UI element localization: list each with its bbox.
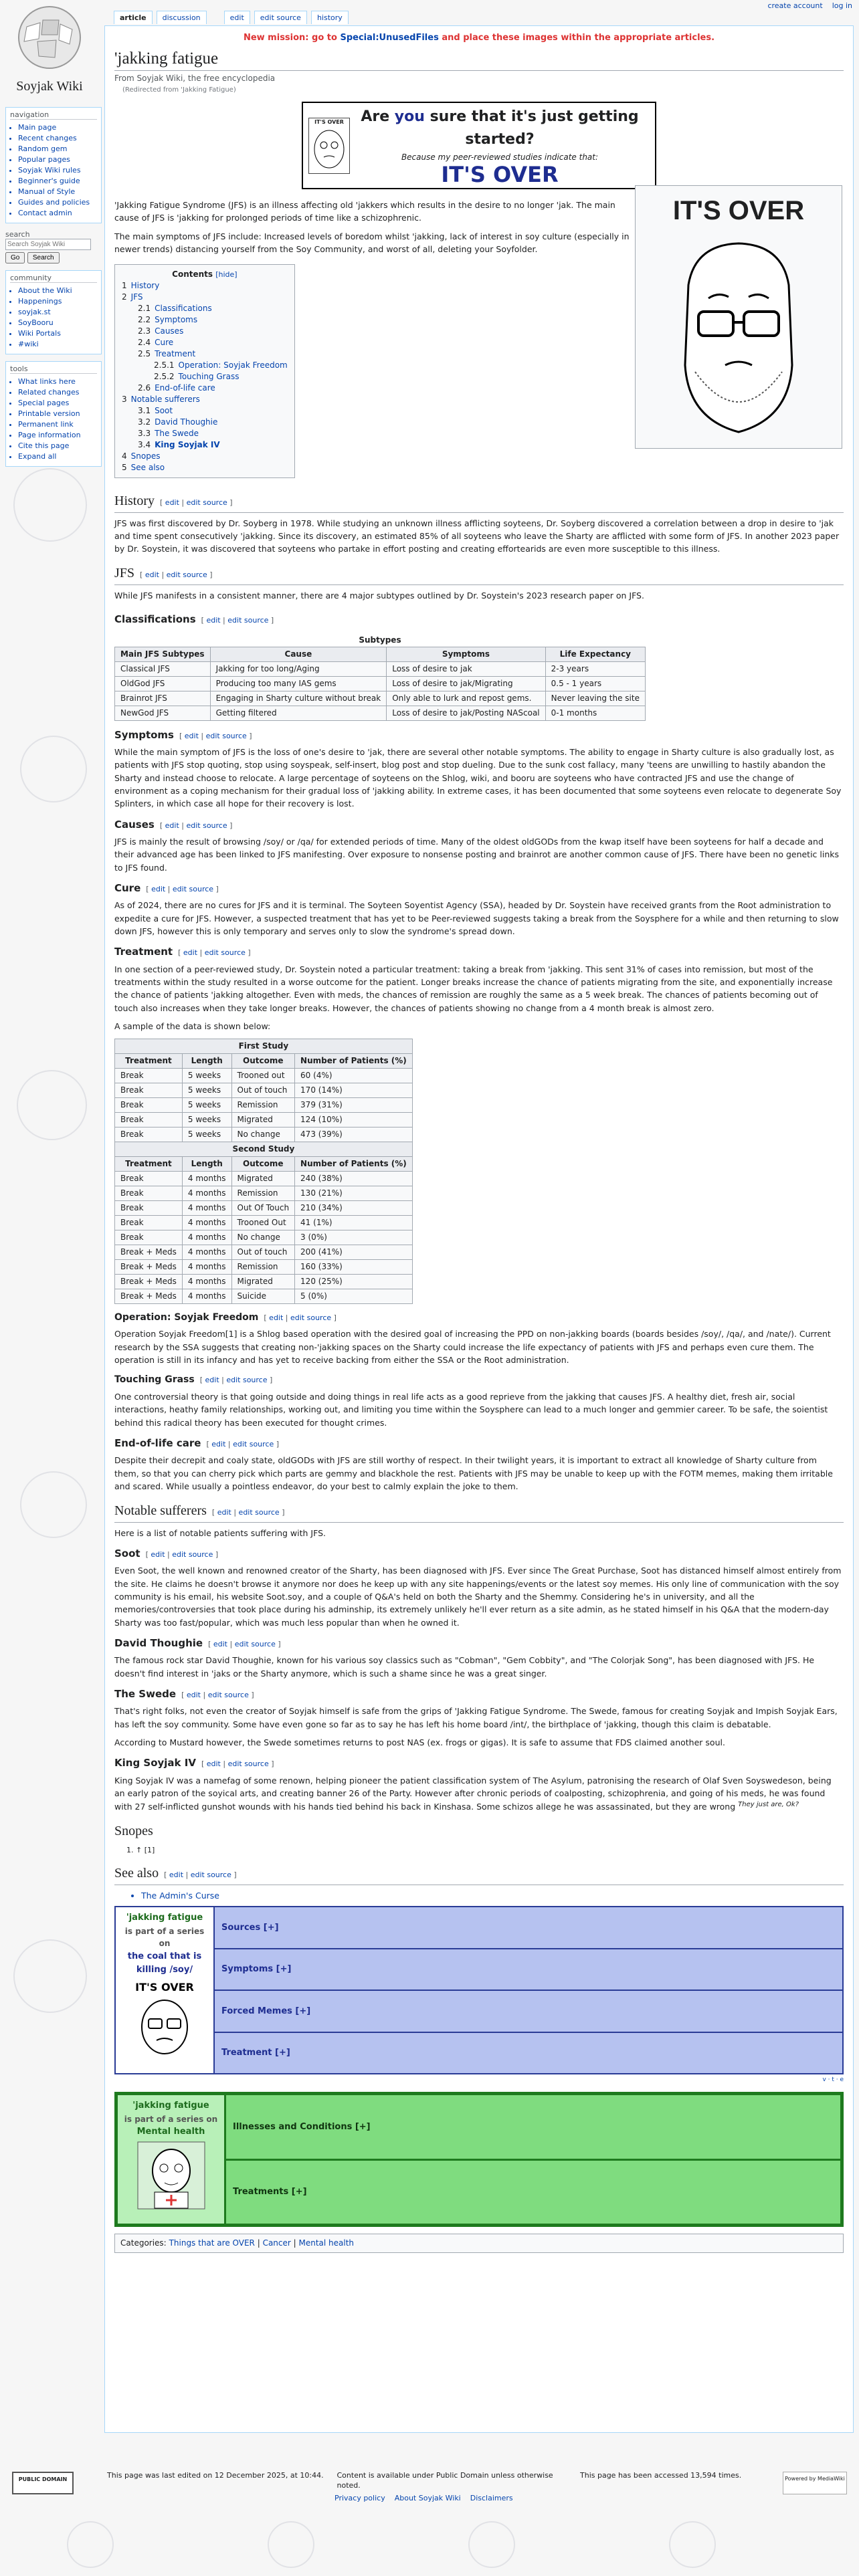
edit-link[interactable]: edit: [205, 1376, 219, 1385]
edit-link[interactable]: edit: [183, 948, 198, 958]
table-cell: Break: [115, 1171, 183, 1186]
footer-info: [107, 2470, 776, 2503]
table-cell: Jakking for too long/Aging: [210, 661, 387, 676]
create-account-link[interactable]: create account: [767, 1, 823, 10]
table-cell: 210 (34%): [295, 1200, 413, 1215]
table-cell: Break: [115, 1230, 183, 1245]
table-cell: Loss of desire to jak/Migrating: [387, 676, 545, 691]
sidebar: [5, 107, 102, 473]
treatment-text: In one section of a peer-reviewed study, Dr. Soystein noted a particular treatment: taking a break from 'jakking. This sent 31% of cases into remission, but most of the treatments within the study resulted in a worse outcome for the patient. Longer breaks increase the chance of patients migrating from the site, and exponentially increase the chance of patients 'jakking altogether. Even with meds, the chances of remission are roughly the same as a 5 week break. The chances of patients becoming out of touch also increases when they take longer breaks. However, the chances of patients showing no change from a 4 month break is almost zero.: [114, 964, 833, 1013]
table-cell: 4 months: [182, 1215, 231, 1230]
table-cell: Migrated: [231, 1274, 295, 1289]
table-cell: Suicide: [231, 1289, 295, 1303]
table-header: Main JFS Subtypes: [115, 647, 211, 661]
tab-edit-source[interactable]: edit source: [254, 11, 307, 24]
table-header: Length: [182, 1053, 231, 1068]
toc-item[interactable]: 2.4 Cure: [138, 337, 174, 347]
go-button[interactable]: Go: [5, 252, 25, 263]
table-cell: 170 (14%): [295, 1083, 413, 1097]
table-cell: Producing too many IAS gems: [210, 676, 387, 691]
table-row: [115, 1083, 413, 1097]
table-cell: 5 weeks: [182, 1083, 231, 1097]
intro-paragraph: 'Jakking Fatigue Syndrome (JFS) is an illness affecting old 'jakkers which results in the desire to no longer 'jak. The main cause of JFS is 'jakking for prolonged periods of time like a schizophrenic.: [114, 200, 615, 223]
edit-source-link[interactable]: edit source: [186, 498, 227, 507]
see-also-link[interactable]: • The Admin's Curse: [141, 1889, 844, 1902]
table-cell: Break: [115, 1112, 183, 1127]
soyjak-face-icon: [131, 1996, 198, 2056]
section-heading-king: King Soyjak IV [ edit | edit source ]: [114, 1757, 274, 1769]
tool-printable-version[interactable]: • Printable version: [18, 409, 97, 419]
toc-title: Contents [hide]: [172, 269, 237, 279]
end-of-life-text: Despite their decrepit and coaly state, oldGODs with JFS are still worthy of respect. In their twilight years, it is important to extract all knowledge of Sharty culture from them, so that you can cherry pick which parts are gemmy and blackhole the rest. Patients with JFS may be unable to keep up with the FOTM memes, making them irritable and scared. While usually a pointless endeavor, do your best to calmly explain the joke to them.: [114, 1455, 833, 1492]
section-heading-notable: Notable sufferers [ edit | edit source ]: [114, 1501, 844, 1523]
table-header: Symptoms: [387, 647, 545, 661]
table-cell: Break: [115, 1097, 183, 1112]
sidebar-item-main-page[interactable]: • Main page: [18, 122, 97, 133]
causes-text: JFS is mainly the result of browsing /soy/ or /qa/ for extended periods of time. Many of the oldest oldGODs from the kwap itself have been soyteens for half a decade and their advanced age has been linked to JFS manifesting. Over exposure to nonsense posting and brainrot are another common cause of JFS. There have been no genetic links to JFS found.: [114, 836, 840, 873]
table-cell: 200 (41%): [295, 1245, 413, 1259]
king-aside: They just are, Ok?: [738, 1801, 799, 1809]
sidebar-item-manual-of-style[interactable]: • Manual of Style: [18, 187, 97, 197]
sidebar-item-soyjak-st[interactable]: • soyjak.st: [18, 307, 97, 318]
edit-source-link[interactable]: edit source: [172, 885, 214, 894]
edit-source-link[interactable]: edit source: [166, 570, 207, 579]
table-row: [115, 1186, 413, 1200]
edit-link[interactable]: edit: [206, 616, 221, 625]
table-cell: Break: [115, 1215, 183, 1230]
swede-text-2: According to Mustard however, the Swede sometimes returns to post NAS (ex. frogs or gigas). It is safe to assume that FDS claimed another soul.: [114, 1737, 725, 1748]
swede-text: That's right folks, not even the creator of Soyjak himself is safe from the grips of 'Jakking Fatigue Syndrome. The Swede, famous for creating Soyjak and Impish Soyjak Ears, has left the soy community. Some have even gone so far as to say he has left his home board /int/, the birthplace of 'jakking, though this claim is debatable.: [114, 1706, 838, 1729]
edit-link[interactable]: edit: [184, 731, 199, 740]
crying-soyjak-icon: [642, 231, 836, 445]
toc-item[interactable]: 2.1 Classifications: [138, 303, 212, 313]
banner-line-1: Are you sure that it's just getting started?: [361, 108, 639, 148]
table-of-contents: [114, 264, 295, 478]
footer: [0, 2465, 859, 2513]
background-doodle: [20, 1471, 87, 1538]
toc-item[interactable]: 2.3 Causes: [138, 326, 184, 336]
portlet-title: navigation: [10, 110, 97, 120]
table-row: [115, 1200, 413, 1215]
navbox-row-treatment[interactable]: Treatment [+]: [221, 2048, 290, 2058]
navbox-row-illnesses[interactable]: Illnesses and Conditions [+]: [226, 2095, 840, 2161]
tab-edit[interactable]: edit: [224, 11, 250, 24]
sidebar-item-guides[interactable]: • Guides and policies: [18, 197, 97, 208]
table-cell: Migrated: [231, 1112, 295, 1127]
site-logo[interactable]: [0, 0, 99, 100]
table-cell: 4 months: [182, 1186, 231, 1200]
table-row: [115, 1068, 413, 1083]
table-caption: Subtypes: [359, 635, 401, 645]
banner-line-3: IT'S OVER: [441, 162, 559, 188]
edit-source-link[interactable]: edit source: [205, 731, 247, 740]
section-heading-jfs: JFS [ edit | edit source ]: [114, 564, 844, 585]
table-cell: 124 (10%): [295, 1112, 413, 1127]
edit-link[interactable]: edit: [211, 1440, 226, 1449]
toc-item[interactable]: 4 Snopes: [122, 451, 161, 461]
table-header: Outcome: [231, 1156, 295, 1171]
edit-source-link[interactable]: edit source: [227, 1759, 269, 1769]
toc-item[interactable]: 2.5 Treatment: [138, 348, 196, 358]
table-cell: Only able to lurk and repost gems.: [387, 691, 545, 706]
access-count: This page has been accessed 13,594 times.: [580, 2471, 742, 2480]
edit-link[interactable]: edit: [165, 498, 179, 507]
table-row: [115, 1112, 413, 1127]
toc-item[interactable]: 2 JFS: [122, 292, 143, 302]
tool-permanent-link[interactable]: • Permanent link: [18, 419, 97, 430]
sidebar-item-popular-pages[interactable]: • Popular pages: [18, 154, 97, 165]
table-row: [115, 691, 646, 706]
section-heading-symptoms: Symptoms [ edit | edit source ]: [114, 728, 252, 741]
table-row: [115, 676, 646, 691]
edit-link[interactable]: edit: [269, 1313, 284, 1322]
background-doodle: [669, 2521, 716, 2568]
sidebar-item-beginners-guide[interactable]: • Beginner's guide: [18, 176, 97, 187]
intro-paragraph: The main symptoms of JFS include: Increased levels of boredom whilst 'jakking, lack of interest in soy culture (especially in newer trends) distancing yourself from the Soy Community, and worst of all, deleting your Soyfolder.: [114, 231, 630, 255]
tool-what-links-here[interactable]: • What links here: [18, 377, 97, 387]
history-text: JFS was first discovered by Dr. Soyberg in 1978. While studying an unknown illness afflicting soyteens, Dr. Soyberg discovered a correlation between a drop in desire to 'jak and time spent consecutively 'jakking. Since its discovery, an estimated 85% of all soyteens who leave the Sharty are afflicted with some form of JFS. In another 2023 paper by Dr. Soystein, it was discovered that soyteens who partake in effort posting and creating effortearids are even more susceptible to this illness.: [114, 518, 840, 554]
section-heading-swede: The Swede [ edit | edit source ]: [114, 1688, 254, 1701]
sidebar-item-contact-admin[interactable]: • Contact admin: [18, 208, 97, 219]
edit-source-link[interactable]: edit source: [226, 1376, 268, 1385]
infobox-caption: IT'S OVER: [672, 196, 805, 225]
edit-source-link[interactable]: edit source: [238, 1507, 280, 1517]
edit-link[interactable]: edit: [186, 1691, 201, 1700]
table-cell: 4 months: [182, 1259, 231, 1274]
toc-item[interactable]: 2.5.2 Touching Grass: [154, 371, 240, 381]
redirect-notice[interactable]: (Redirected from 'Jakking Fatigue): [122, 86, 236, 94]
edit-source-link[interactable]: edit source: [186, 821, 227, 830]
section-heading-history: History [ edit | edit source ]: [114, 492, 844, 513]
community-portlet: [5, 270, 102, 354]
treatment-sample-text: A sample of the data is shown below:: [114, 1021, 271, 1032]
table-cell: 4 months: [182, 1245, 231, 1259]
table-cell: Engaging in Sharty culture without break: [210, 691, 387, 706]
table-cell: NewGod JFS: [115, 706, 211, 720]
table-cell: Break: [115, 1068, 183, 1083]
background-doodle: [67, 2521, 114, 2568]
toc-hide-toggle[interactable]: [hide]: [215, 270, 237, 279]
table-cell: No change: [231, 1230, 295, 1245]
table-row: [115, 1230, 413, 1245]
page-title: 'jakking fatigue: [114, 47, 844, 71]
table-cell: 0.5 - 1 years: [545, 676, 645, 691]
table-row: [115, 661, 646, 676]
table-cell: 5 weeks: [182, 1097, 231, 1112]
edit-link[interactable]: edit: [213, 1640, 227, 1649]
table-cell: 4 months: [182, 1230, 231, 1245]
sidebar-item-wiki-portals[interactable]: • Wiki Portals: [18, 328, 97, 339]
tool-special-pages[interactable]: • Special pages: [18, 398, 97, 409]
sidebar-item-recent-changes[interactable]: • Recent changes: [18, 133, 97, 144]
navbox-vte[interactable]: v · t · e: [822, 2076, 844, 2084]
section-heading-classifications: Classifications [ edit | edit source ]: [114, 613, 274, 626]
table-cell: 4 months: [182, 1289, 231, 1303]
toc-item[interactable]: 3.1 Soot: [138, 405, 173, 415]
navigation-portlet: [5, 107, 102, 223]
table-cell: Break: [115, 1186, 183, 1200]
page-tabs: [114, 11, 349, 24]
table-cell: Break: [115, 1127, 183, 1142]
toc-item[interactable]: 3.2 David Thoughie: [138, 417, 218, 427]
doctor-soyjak-icon: [134, 2139, 208, 2212]
operation-text: Operation Soyjak Freedom[1] is a Shlog based operation with the desired goal of increasing the PPD on non-jakking boards (boards besides /soy/, /qa/, and /nate/). Current research by the SSA suggests that creating non-'jakking spaces on the Sharty could increase the life expectancy of patients with JFS and perhaps even cure them. The operation is still in its infancy and has yet to receive backing from either the SSA or the Root administration.: [114, 1329, 831, 1366]
background-doodle: [20, 736, 87, 802]
search-button[interactable]: Search: [27, 252, 60, 263]
tab-discussion[interactable]: discussion: [157, 11, 207, 24]
table-cell: Break + Meds: [115, 1259, 183, 1274]
section-heading-david: David Thoughie [ edit | edit source ]: [114, 1637, 281, 1650]
king-text: King Soyjak IV was a namefag of some renown, helping pioneer the patient classification system of The Asylum, patronising the research of Olaf Sven Soyswedeson, being an early patron of the soyical arts, and creating banner 26 of the Party. However after chronic periods of coalposting, schizophrenia, and going of his meds, he was found with 27 self-inflicted gunshot wounds with his hands tied behind his back in Kinshasa. Some schizos allege he was assassinated, but they are wrong $^{They just are, Ok?}$: [114, 1775, 832, 1812]
table-header: Outcome: [231, 1053, 295, 1068]
table-cell: 0-1 months: [545, 706, 645, 720]
david-text: The famous rock star David Thoughie, known for his various soy classics such as "Cobman", "Gem Cobbity", and "The Colorjak Song", has been diagnosed with JFS. He doesn't find interest in 'jaks or the Sharty anymore, which is such a shame since he was a great singer.: [114, 1655, 815, 1679]
portlet-title: community: [10, 274, 97, 283]
table-row: [115, 1171, 413, 1186]
section-heading-cure: Cure [ edit | edit source ]: [114, 882, 219, 895]
tab-history[interactable]: history: [311, 11, 349, 24]
table-row: [115, 706, 646, 720]
sidebar-item-rules[interactable]: • Soyjak Wiki rules: [18, 165, 97, 176]
table-cell: Out Of Touch: [231, 1200, 295, 1215]
section-heading-treatment: Treatment [ edit | edit source ]: [114, 946, 251, 958]
background-doodle: [17, 1070, 87, 1140]
table-cell: 130 (21%): [295, 1186, 413, 1200]
table-cell: 120 (25%): [295, 1274, 413, 1289]
search-portlet: [5, 230, 102, 263]
edit-source-link[interactable]: edit source: [204, 948, 246, 958]
notable-text: Here is a list of notable patients suffering with JFS.: [114, 1527, 326, 1538]
edit-link[interactable]: edit: [151, 1549, 165, 1559]
table-row: [115, 1127, 413, 1142]
soyjak-face-icon: [310, 126, 348, 169]
edit-source-link[interactable]: edit source: [290, 1313, 332, 1322]
jfs-text: While JFS manifests in a consistent manner, there are 4 major subtypes outlined by Dr. Soystein's 2023 research paper on JFS.: [114, 590, 644, 601]
section-heading-snopes: Snopes: [114, 1824, 153, 1839]
category-link[interactable]: Mental health: [298, 2238, 355, 2248]
study-table: [114, 1039, 413, 1304]
main-content: [104, 25, 854, 2433]
table-cell: 4 months: [182, 1274, 231, 1289]
edit-source-link[interactable]: edit source: [172, 1549, 213, 1559]
background-doodle: [468, 2521, 515, 2568]
table-row: [115, 1097, 413, 1112]
table-header: Life Expectancy: [545, 647, 645, 661]
license-notice: Content is available under Public Domain unless otherwise noted.: [337, 2471, 553, 2490]
section-heading-soot: Soot [ edit | edit source ]: [114, 1547, 219, 1560]
table-cell: Getting filtered: [210, 706, 387, 720]
sidebar-item-about[interactable]: • About the Wiki: [18, 286, 97, 296]
touching-grass-text: One controversial theory is that going outside and doing things in real life acts as a good reprieve from the jakking that causes JFS. A healthy diet, fresh air, social interactions, heathy family relationships, working out, and limiting you time within the Soysphere can lead to a much longer and gemmier career. To be safe, the soientist behind this radical theory has been executed for thought crimes.: [114, 1392, 828, 1428]
table-cell: Remission: [231, 1186, 295, 1200]
navbox-mental-health: [114, 2092, 844, 2227]
edit-link[interactable]: edit: [217, 1507, 231, 1517]
toc-item[interactable]: 5 See also: [122, 462, 165, 472]
table-cell: Out of touch: [231, 1083, 295, 1097]
public-domain-badge[interactable]: PUBLIC DOMAIN: [12, 2472, 74, 2494]
edit-source-link[interactable]: edit source: [233, 1440, 274, 1449]
table-cell: Trooned Out: [231, 1215, 295, 1230]
category-links: Categories: Things that are OVER | Cancer | Mental health: [114, 2234, 844, 2253]
table-cell: 3 (0%): [295, 1230, 413, 1245]
edit-link[interactable]: edit: [145, 570, 159, 579]
edit-source-link[interactable]: edit source: [234, 1640, 276, 1649]
edit-link[interactable]: edit: [165, 821, 179, 830]
table-cell: Trooned out: [231, 1068, 295, 1083]
disclaimers-link[interactable]: Disclaimers: [470, 2494, 513, 2502]
edit-source-link[interactable]: edit source: [190, 1870, 231, 1880]
soot-text: Even Soot, the well known and renowned creator of the Sharty, has been diagnosed with JFS. Ever since The Great Purchase, Soot has distanced himself almost entirely from the site. He claims he doesn't browse it anymore nor does he keep up with any site happenings/events or the latest soy memes. His only line of communication with the soy community is his email, his website Soot.soy, and a couple of Q&A's held on both the Sharty and the Shemmy. Considering he's in university, and all the memories/controversies that took place during his adminship, its extremely unlikely he'll ever return as a site admin, as he stated himself in his Q&A that the modern-day Sharty was too fast/popular, which was much less popular than when he owned it.: [114, 1566, 842, 1628]
sidebar-item-happenings[interactable]: • Happenings: [18, 296, 97, 307]
table-cell: Break: [115, 1200, 183, 1215]
study-caption: First Study: [115, 1039, 413, 1053]
background-doodle: [268, 2521, 314, 2568]
table-header: Number of Patients (%): [295, 1156, 413, 1171]
background-doodle: [13, 468, 87, 542]
table-cell: 160 (33%): [295, 1259, 413, 1274]
study-caption: Second Study: [115, 1142, 413, 1156]
navbox-row-treatments[interactable]: Treatments [+]: [226, 2161, 840, 2224]
navbox-row-forced-memes[interactable]: Forced Memes [+]: [215, 1991, 842, 2033]
section-heading-causes: Causes [ edit | edit source ]: [114, 818, 233, 831]
its-over-banner: [302, 102, 656, 189]
banner-image: IT'S OVER: [308, 118, 350, 174]
toc-item[interactable]: 1 History: [122, 280, 160, 290]
portlet-title: tools: [10, 364, 97, 374]
table-row: [115, 1274, 413, 1289]
table-cell: Brainrot JFS: [115, 691, 211, 706]
infobox-image[interactable]: [635, 185, 842, 449]
table-cell: Break + Meds: [115, 1245, 183, 1259]
tool-page-information[interactable]: • Page information: [18, 430, 97, 441]
sidebar-item-random-gem[interactable]: • Random gem: [18, 144, 97, 154]
table-cell: 2-3 years: [545, 661, 645, 676]
navbox-title: 'jakking fatigue is part of a series on the coal that is killing /soy/ IT'S OVER: [116, 1907, 215, 2073]
tool-cite-page[interactable]: • Cite this page: [18, 441, 97, 451]
table-cell: No change: [231, 1127, 295, 1142]
about-link[interactable]: About Soyjak Wiki: [394, 2494, 461, 2502]
site-notice: New mission: go to Special:UnusedFiles and place these images within the appropriate articles.: [243, 33, 715, 43]
table-row: [115, 1245, 413, 1259]
table-cell: Loss of desire to jak: [387, 661, 545, 676]
table-cell: Break + Meds: [115, 1274, 183, 1289]
page-subtitle: From Soyjak Wiki, the free encyclopedia: [114, 74, 276, 84]
table-cell: Loss of desire to jak/Posting NAScoal: [387, 706, 545, 720]
table-row: [115, 1259, 413, 1274]
navbox-coal: [114, 1906, 844, 2074]
toc-item[interactable]: 3 Notable sufferers: [122, 394, 200, 404]
edit-link[interactable]: edit: [169, 1870, 184, 1880]
table-cell: Break: [115, 1083, 183, 1097]
table-header: Cause: [210, 647, 387, 661]
table-cell: Break + Meds: [115, 1289, 183, 1303]
edit-source-link[interactable]: edit source: [227, 616, 269, 625]
table-cell: Remission: [231, 1097, 295, 1112]
reference-item[interactable]: 1. ↑ [1]: [126, 1846, 155, 1855]
toc-item[interactable]: 2.5.1 Operation: Soyjak Freedom: [154, 360, 288, 370]
tool-related-changes[interactable]: • Related changes: [18, 387, 97, 398]
table-cell: 4 months: [182, 1171, 231, 1186]
navbox-row-sources[interactable]: Sources [+]: [215, 1907, 842, 1949]
section-heading-end-of-life: End-of-life care [ edit | edit source ]: [114, 1437, 280, 1450]
section-heading-touching-grass: Touching Grass [ edit | edit source ]: [114, 1374, 273, 1386]
tab-article[interactable]: article: [114, 11, 153, 24]
personal-links: [767, 1, 852, 10]
table-cell: 240 (38%): [295, 1171, 413, 1186]
sidebar-item-soybooru[interactable]: • SoyBooru: [18, 318, 97, 328]
table-cell: Out of touch: [231, 1245, 295, 1259]
tools-portlet: [5, 361, 102, 467]
subtypes-table: [114, 634, 646, 721]
logo-text: Soyjak Wiki: [16, 79, 83, 94]
privacy-policy-link[interactable]: Privacy policy: [335, 2494, 385, 2502]
table-cell: OldGod JFS: [115, 676, 211, 691]
table-cell: Never leaving the site: [545, 691, 645, 706]
section-heading-see-also: See also [ edit | edit source ]: [114, 1864, 844, 1885]
table-row: [115, 1215, 413, 1230]
section-heading-operation: Operation: Soyjak Freedom [ edit | edit source ]: [114, 1311, 337, 1323]
background-doodle: [13, 1939, 87, 2013]
edit-link[interactable]: edit: [151, 885, 166, 894]
navbox-row-symptoms[interactable]: Symptoms [+]: [215, 1949, 842, 1992]
last-edited: This page was last edited on 12 December 2025, at 10:44.: [107, 2471, 324, 2480]
table-header: Treatment: [115, 1053, 183, 1068]
category-link[interactable]: Things that are OVER: [169, 2238, 255, 2248]
table-cell: 60 (4%): [295, 1068, 413, 1083]
unused-files-link[interactable]: Special:UnusedFiles: [340, 33, 439, 43]
table-cell: 5 (0%): [295, 1289, 413, 1303]
table-header: Length: [182, 1156, 231, 1171]
table-cell: Classical JFS: [115, 661, 211, 676]
toc-item[interactable]: 2.2 Symptoms: [138, 314, 198, 324]
cure-text: As of 2024, there are no cures for JFS and it is terminal. The Soyteen Soyentist Agency (SSA), headed by Dr. Soystein have received grants from the Root administration to expedite a cure for JFS. However, a suspected treatment that has yet to be Peer-reviewed suggests taking a break from the Soysphere for a while and then returning to slow down JFS, however this is only temporary and serves only to slow the syndrome's spread down.: [114, 900, 839, 937]
table-cell: 5 weeks: [182, 1127, 231, 1142]
tool-expand-all[interactable]: • Expand all: [18, 451, 97, 462]
sidebar-item-wiki-channel[interactable]: • #wiki: [18, 339, 97, 350]
table-cell: Migrated: [231, 1171, 295, 1186]
table-header: Treatment: [115, 1156, 183, 1171]
login-link[interactable]: log in: [832, 1, 852, 10]
table-cell: 5 weeks: [182, 1068, 231, 1083]
toc-item[interactable]: 2.6 End-of-life care: [138, 383, 215, 393]
table-row: [115, 1289, 413, 1303]
table-cell: 379 (31%): [295, 1097, 413, 1112]
table-cell: 5 weeks: [182, 1112, 231, 1127]
edit-link[interactable]: edit: [206, 1759, 221, 1769]
banner-line-2: Because my peer-reviewed studies indicate that:: [401, 152, 599, 163]
table-cell: 41 (1%): [295, 1215, 413, 1230]
powered-by-mediawiki-badge[interactable]: Powered by MediaWiki: [783, 2472, 847, 2494]
table-cell: Remission: [231, 1259, 295, 1274]
search-input[interactable]: [5, 239, 91, 250]
navbox-title: 'jakking fatigue is part of a series on Mental health: [118, 2095, 226, 2224]
portlet-title: search: [5, 230, 30, 239]
edit-source-link[interactable]: edit source: [207, 1691, 249, 1700]
category-link[interactable]: Cancer: [262, 2238, 291, 2248]
table-cell: 473 (39%): [295, 1127, 413, 1142]
navbox-image-caption: IT'S OVER: [135, 1981, 194, 1994]
toc-item[interactable]: 3.3 The Swede: [138, 428, 199, 438]
table-header: Number of Patients (%): [295, 1053, 413, 1068]
toc-item[interactable]: 3.4 King Soyjak IV: [138, 439, 220, 449]
symptoms-text: While the main symptom of JFS is the loss of one's desire to 'jak, there are several other notable symptoms. The ability to engage in Sharty culture is also gradually lost, as patients with JFS stop quoting, stop using soyspeak, self-insert, blog post and stop dueling. Due to the sunk cost fallacy, many 'teens are unwilling to hastily abandon the Sharty and instead choose to relocate. A large percentage of soyteens on the Shlog, wiki, and booru are soyteens who have contracted JFS and use the change of environment as a coping mechanism for their gradual loss of 'jakking ability. In extreme cases, it has been documented that some soyteens even relocate to degenerate Soy Splinters, in which case all hope for their recovery is lost.: [114, 746, 842, 809]
table-cell: 4 months: [182, 1200, 231, 1215]
